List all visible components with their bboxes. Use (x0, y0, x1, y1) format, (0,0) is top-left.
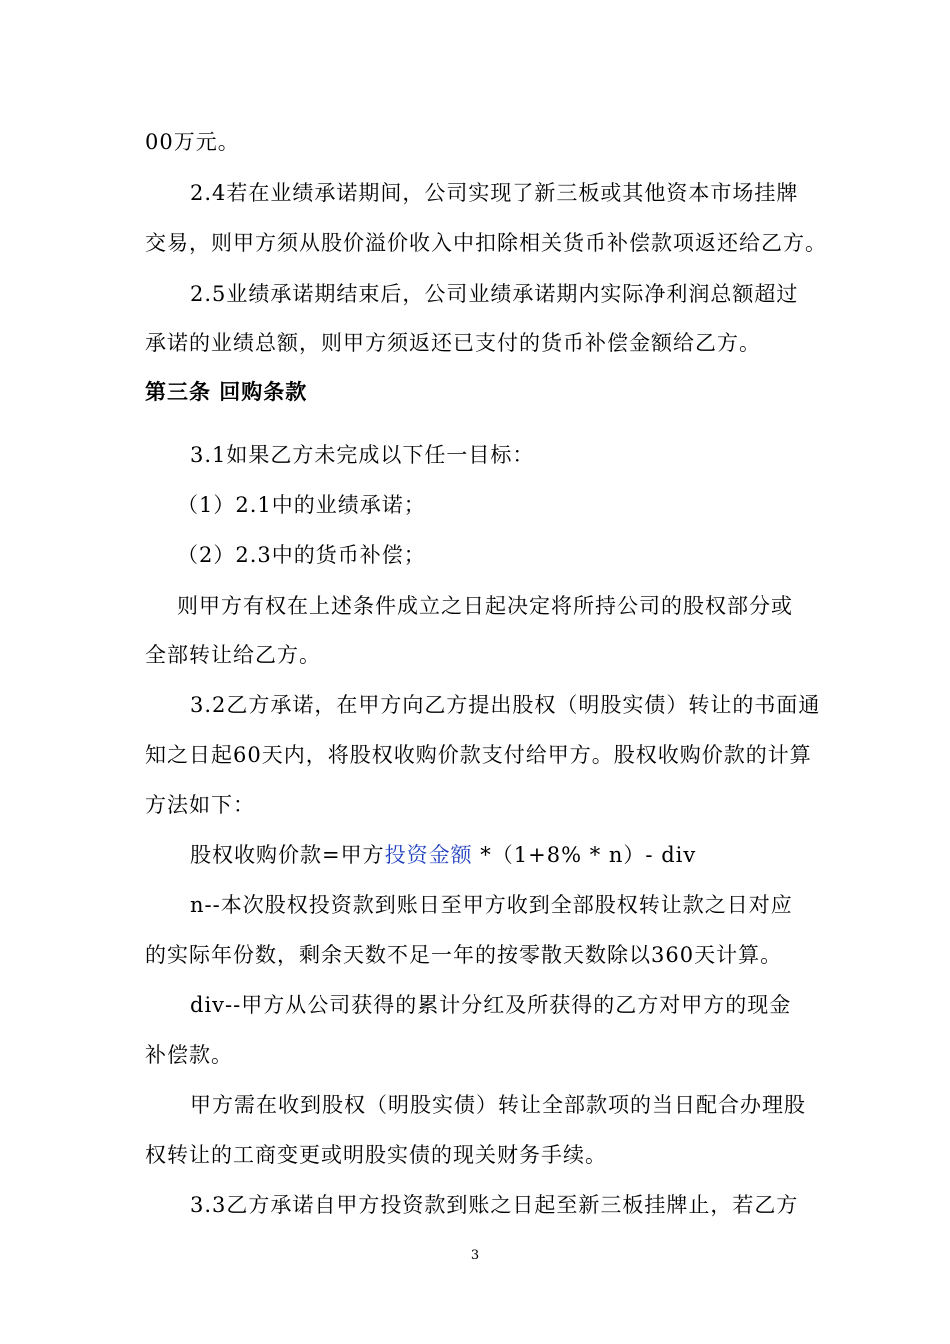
clause-2-4-line: 2.4若在业绩承诺期间，公司实现了新三板或其他资本市场挂牌 (190, 181, 799, 205)
formula-text: *（1+8% * n）- div (472, 843, 697, 867)
clause-3-2-line: 知之日起60天内，将股权收购价款支付给甲方。股权收购价款的计算 (145, 743, 812, 767)
paragraph-line: 则甲方有权在上述条件成立之日起决定将所持公司的股权部分或 (177, 594, 793, 618)
formula-highlight: 投资金额 (384, 843, 473, 867)
definition-div-line: div--甲方从公司获得的累计分红及所获得的乙方对甲方的现金 (190, 993, 792, 1017)
page-number: 3 (470, 1248, 480, 1263)
definition-div-line: 补偿款。 (145, 1043, 233, 1067)
paragraph-line: 00万元。 (145, 130, 240, 154)
clause-3-1-line: 3.1如果乙方未完成以下任一目标： (190, 443, 535, 467)
paragraph-line: 全部转让给乙方。 (145, 643, 321, 667)
paragraph-line: 权转让的工商变更或明股实债的现关财务手续。 (145, 1143, 607, 1167)
clause-2-4-line: 交易，则甲方须从股价溢价收入中扣除相关货币补偿款项返还给乙方。 (145, 231, 827, 255)
formula-line (190, 840, 696, 870)
clause-2-5-line: 承诺的业绩总额，则甲方须返还已支付的货币补偿金额给乙方。 (145, 331, 761, 355)
clause-3-2-line: 3.2乙方承诺，在甲方向乙方提出股权（明股实债）转让的书面通 (190, 693, 821, 717)
definition-n-line: 的实际年份数，剩余天数不足一年的按零散天数除以360天计算。 (145, 943, 783, 967)
clause-3-3-line: 3.3乙方承诺自甲方投资款到账之日起至新三板挂牌止，若乙方 (190, 1193, 799, 1217)
paragraph-line: 甲方需在收到股权（明股实债）转让全部款项的当日配合办理股 (190, 1093, 806, 1117)
formula-text: 股权收购价款=甲方 (190, 843, 385, 867)
list-item: （2）2.3中的货币补偿； (177, 543, 426, 567)
article-heading: 第三条 回购条款 (145, 380, 308, 404)
definition-n-line: n--本次股权投资款到账日至甲方收到全部股权转让款之日对应 (190, 893, 793, 917)
list-item: （1）2.1中的业绩承诺； (177, 493, 426, 517)
clause-3-2-line: 方法如下： (145, 793, 255, 817)
clause-2-5-line: 2.5业绩承诺期结束后，公司业绩承诺期内实际净利润总额超过 (190, 282, 799, 306)
